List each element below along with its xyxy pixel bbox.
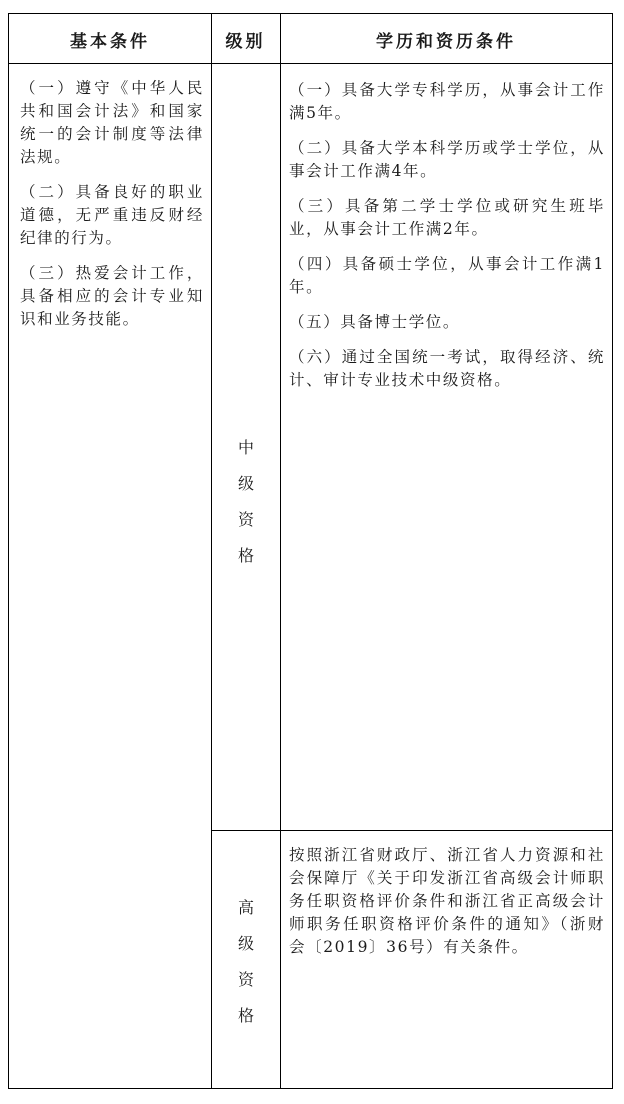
basic-condition-item: （二）具备良好的职业道德，无严重违反财经纪律的行为。	[20, 183, 204, 247]
intermediate-conditions-cell	[289, 79, 605, 404]
condition-item: （四）具备硕士学位，从事会计工作满1年。	[289, 255, 605, 296]
condition-item: （五）具备博士学位。	[289, 313, 461, 331]
basic-conditions-cell	[20, 77, 204, 343]
condition-item: （一）具备大学专科学历，从事会计工作满5年。	[289, 81, 605, 122]
senior-conditions-cell	[289, 844, 605, 971]
level-intermediate: 中 级 资 格	[237, 438, 254, 565]
header-basic-conditions: 基本条件	[70, 31, 150, 52]
condition-item: （三）具备第二学士学位或研究生班毕业，从事会计工作满2年。	[289, 197, 605, 238]
condition-item: （二）具备大学本科学历或学士学位，从事会计工作满4年。	[289, 139, 605, 180]
header-level: 级别	[225, 31, 266, 52]
qualification-table	[8, 13, 613, 1089]
header-education-experience: 学历和资历条件	[376, 31, 516, 52]
condition-item: （六）通过全国统一考试，取得经济、统计、审计专业技术中级资格。	[289, 348, 605, 389]
basic-condition-item: （三）热爱会计工作，具备相应的会计专业知识和业务技能。	[20, 264, 204, 328]
column-divider	[280, 14, 281, 1088]
condition-item: 按照浙江省财政厅、浙江省人力资源和社会保障厅《关于印发浙江省高级会计师职务任职资格评价条件和浙江省正高级会计师职务任职资格评价条件的通知》（浙财会〔2019〕36号）有关条件。	[289, 846, 605, 956]
basic-condition-item: （一）遵守《中华人民共和国会计法》和国家统一的会计制度等法律法规。	[20, 79, 204, 166]
row-divider	[211, 830, 612, 831]
level-senior: 高 级 资 格	[237, 898, 254, 1025]
